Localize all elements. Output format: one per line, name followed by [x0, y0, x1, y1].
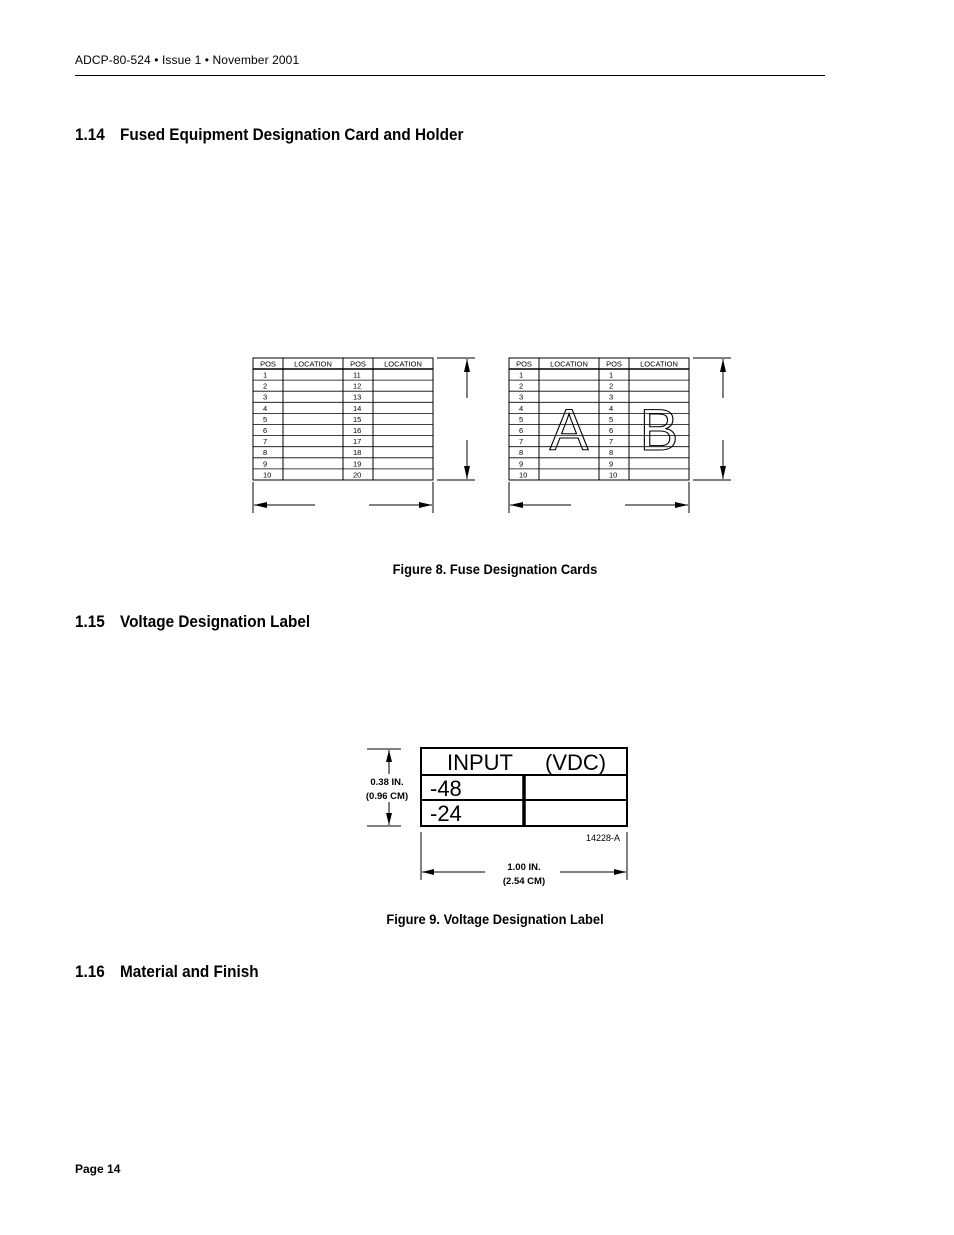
section-number: 1.14	[75, 125, 105, 144]
card-col-header: POS	[350, 359, 366, 369]
card-pos-number: 13	[353, 392, 362, 402]
card-col-header: LOCATION	[550, 359, 588, 369]
card-pos-number: 1	[609, 370, 614, 380]
card-col-header: POS	[260, 359, 276, 369]
card-pos-number: 6	[519, 426, 524, 435]
figure-9-voltage-label	[355, 740, 645, 890]
card-pos-number: 15	[353, 414, 362, 424]
card-col-header: LOCATION	[294, 359, 332, 369]
document-header: ADCP-80-524 • Issue 1 • November 2001	[75, 53, 300, 67]
card-pos-number: 5	[263, 414, 268, 424]
card-big-letter: A	[549, 398, 589, 464]
card-col-header: LOCATION	[640, 359, 678, 369]
card-pos-number: 3	[519, 392, 524, 402]
card-pos-number: 12	[353, 381, 362, 391]
height-dimension-inches: 0.38 IN.	[370, 777, 404, 788]
card-col-header: LOCATION	[384, 359, 422, 369]
card-pos-number: 7	[609, 437, 614, 447]
section-heading-1-16	[75, 962, 259, 982]
section-title: Material and Finish	[120, 962, 259, 981]
card-pos-number: 1	[263, 370, 268, 380]
section-heading-1-15	[75, 612, 310, 632]
card-pos-number: 10	[609, 470, 618, 480]
card-pos-number: 4	[609, 403, 614, 413]
card-pos-number: 19	[353, 459, 362, 469]
card-pos-number: 2	[263, 381, 268, 391]
card-pos-number: 11	[353, 370, 361, 380]
fuse-card-left	[253, 358, 475, 513]
card-pos-number: 7	[263, 437, 268, 447]
card-pos-number: 2	[609, 381, 614, 391]
section-number: 1.16	[75, 962, 105, 981]
card-pos-number: 9	[519, 459, 524, 469]
card-pos-number: 2	[519, 381, 524, 391]
card-pos-number: 1	[519, 370, 524, 380]
card-pos-number: 8	[519, 448, 524, 458]
card-pos-number: 20	[353, 470, 362, 480]
card-col-header: POS	[516, 359, 532, 369]
card-pos-number: 4	[263, 403, 268, 413]
card-pos-number: 16	[353, 426, 362, 435]
fuse-card-right	[509, 358, 731, 513]
card-col-header: POS	[606, 359, 622, 369]
card-pos-number: 9	[263, 459, 268, 469]
card-pos-number: 8	[609, 448, 614, 458]
card-pos-number: 8	[263, 448, 268, 458]
drawing-id: 14228-A	[585, 833, 620, 843]
figure-8-caption: Figure 8. Fuse Designation Cards	[392, 561, 598, 577]
card-pos-number: 5	[609, 414, 614, 424]
width-dimension-cm: (2.54 CM)	[502, 876, 546, 887]
card-pos-number: 10	[519, 470, 528, 480]
card-pos-number: 7	[519, 437, 524, 447]
card-pos-number: 18	[353, 448, 362, 458]
card-pos-number: 9	[609, 459, 614, 469]
card-big-letter: B	[639, 398, 679, 464]
header-rule	[75, 75, 825, 76]
section-heading-1-14	[75, 125, 463, 145]
section-title: Voltage Designation Label	[120, 612, 311, 631]
height-dimension-cm: (0.96 CM)	[365, 791, 409, 802]
label-vdc-text: (VDC)	[545, 750, 607, 775]
label-input-text: INPUT	[447, 750, 513, 775]
card-pos-number: 6	[609, 426, 614, 435]
card-pos-number: 5	[519, 414, 524, 424]
section-title: Fused Equipment Designation Card and Holder	[120, 125, 464, 144]
card-pos-number: 3	[263, 392, 268, 402]
width-dimension-inches: 1.00 IN.	[507, 862, 541, 873]
figure-8-fuse-cards	[245, 350, 745, 520]
card-pos-number: 4	[519, 403, 524, 413]
page-number: Page 14	[75, 1162, 121, 1176]
section-number: 1.15	[75, 612, 105, 631]
card-pos-number: 6	[263, 426, 268, 435]
figure-9-caption: Figure 9. Voltage Designation Label	[386, 911, 604, 927]
card-pos-number: 17	[353, 437, 362, 447]
label-row-minus-48: -48	[430, 776, 462, 801]
card-pos-number: 3	[609, 392, 614, 402]
card-pos-number: 10	[263, 470, 272, 480]
card-pos-number: 14	[353, 403, 362, 413]
label-row-minus-24: -24	[430, 801, 462, 826]
